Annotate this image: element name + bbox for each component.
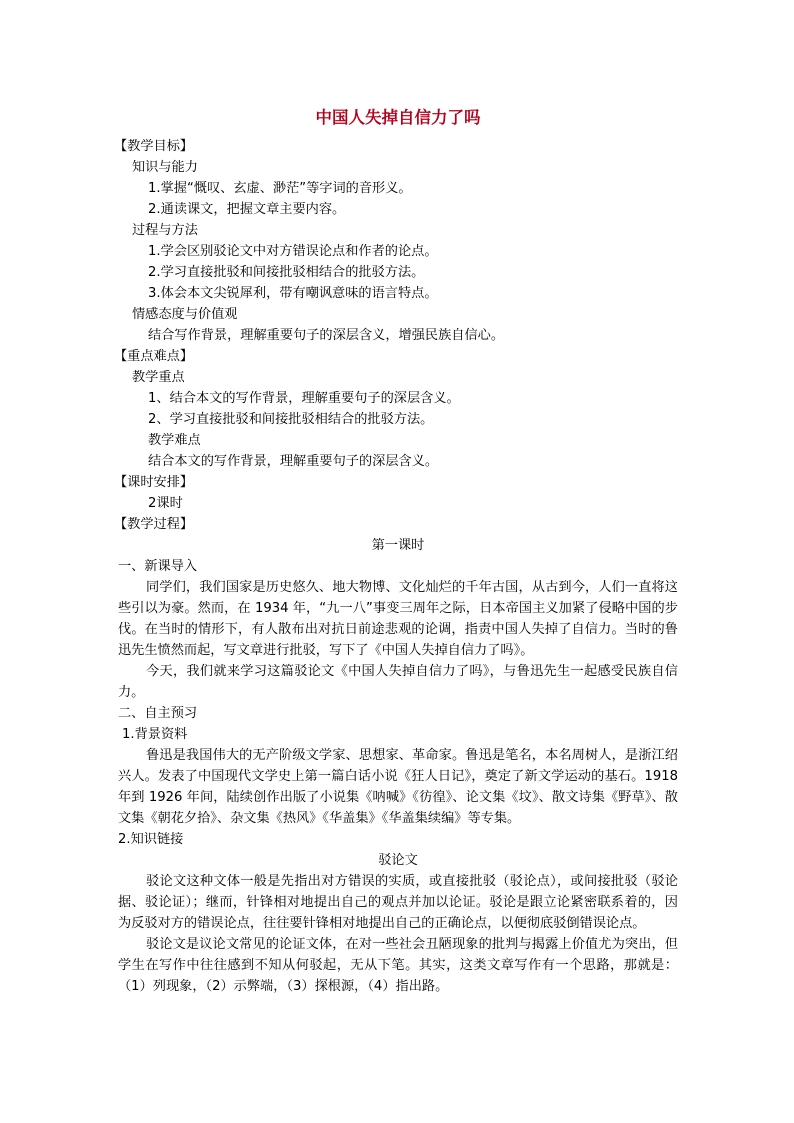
- preview-heading: 二、自主预习: [118, 706, 198, 721]
- time-value: 2课时: [148, 496, 183, 511]
- background-paragraph: 鲁迅是我国伟大的无产阶级文学家、思想家、革命家。鲁迅是笔名，本名周树人，是浙江绍兴人。发表了中国现代文学史上第一篇白话小说《狂人日记》，奠定了新文学运动的基石。1918 年到 1926 年间，陆续创作出版了小说集《呐喊》《彷徨》、论文集《坟》、散文诗集《野草》、散文集《朝花夕拾》、杂文集《热风》《华盖集》《华盖集续编》等专集。: [118, 748, 678, 826]
- background-heading: 1.背景资料: [122, 727, 188, 742]
- section-heading-goals: 【教学目标】: [114, 139, 194, 154]
- list-item: 2、学习直接批驳和间接批驳相结合的批驳方法。: [148, 412, 434, 427]
- page-title: 中国人失掉自信力了吗: [315, 108, 481, 127]
- subheading-knowledge: 知识与能力: [132, 160, 198, 175]
- intro-heading: 一、新课导入: [118, 559, 198, 574]
- subheading-key: 教学重点: [132, 370, 185, 385]
- rebuttal-paragraph-1: 驳论文这种文体一般是先指出对方错误的实质，或直接批驳（驳论点），或间接批驳（驳论据、驳论证）；继而，针锋相对地提出自己的观点并加以论证。驳论是跟立论紧密联系着的，因为反驳对方的错误论点，往往要针锋相对地提出自己的正确论点，以便彻底驳倒错误论点。: [118, 874, 678, 931]
- list-item: 1.掌握“慨叹、玄虚、渺茫”等字词的音形义。: [148, 181, 412, 196]
- knowledge-link-heading: 2.知识链接: [118, 832, 184, 847]
- section-heading-time: 【课时安排】: [114, 475, 194, 490]
- section-heading-process: 【教学过程】: [114, 517, 194, 532]
- list-item: 2.通读课文，把握文章主要内容。: [148, 202, 346, 217]
- list-item: 2.学习直接批驳和间接批驳相结合的批驳方法。: [148, 265, 425, 280]
- subheading-process: 过程与方法: [132, 223, 198, 238]
- subheading-difficulty: 教学难点: [148, 433, 201, 448]
- list-item: 1.学会区别驳论文中对方错误论点和作者的论点。: [148, 244, 438, 259]
- document-page: [114, 100, 678, 997]
- list-item: 结合本文的写作背景，理解重要句子的深层含义。: [148, 454, 439, 469]
- intro-paragraph-2: 今天，我们就来学习这篇驳论文《中国人失掉自信力了吗》，与鲁迅先生一起感受民族自信力。: [118, 664, 678, 700]
- list-item: 结合写作背景，理解重要句子的深层含义，增强民族自信心。: [148, 328, 505, 343]
- subheading-emotion: 情感态度与价值观: [132, 307, 238, 322]
- list-item: 3.体会本文尖锐犀利，带有嘲讽意味的语言特点。: [148, 286, 438, 301]
- rebuttal-title: 驳论文: [378, 853, 418, 868]
- section-heading-key: 【重点难点】: [114, 349, 194, 364]
- list-item: 1、结合本文的写作背景，理解重要句子的深层含义。: [148, 391, 460, 406]
- rebuttal-paragraph-2: 驳论文是议论文常见的论证文体，在对一些社会丑陋现象的批判与揭露上价值尤为突出，但学生在写作中往往感到不知从何驳起，无从下笔。其实，这类文章写作有一个思路，那就是：（1）列现象，（2）示弊端，（3）探根源，（4）指出路。: [118, 937, 678, 994]
- lesson-heading: 第一课时: [371, 538, 425, 553]
- intro-paragraph-1: 同学们，我们国家是历史悠久、地大物博、文化灿烂的千年古国，从古到今，人们一直将这些引以为豪。然而，在 1934 年，“九一八”事变三周年之际，日本帝国主义加紧了侵略中国的步伐。在当时的情形下，有人散布出对抗日前途悲观的论调，指责中国人失掉了自信力。当时的鲁迅先生愤然而起，写文章进行批驳，写下了《中国人失掉自信力了吗》。: [118, 580, 678, 658]
